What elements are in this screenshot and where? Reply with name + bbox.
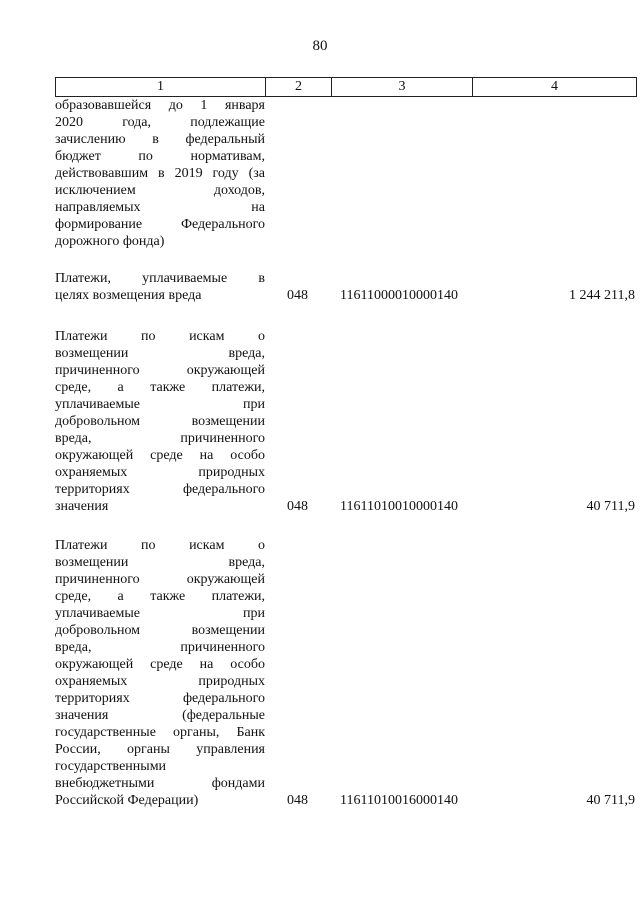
description-line: исключением доходов, bbox=[55, 183, 265, 198]
description-line: окружающей среде на особо bbox=[55, 448, 265, 463]
description-line: среде, а также платежи, bbox=[55, 380, 265, 395]
description-line: направляемых на bbox=[55, 200, 265, 215]
description-line: возмещении вреда, bbox=[55, 346, 265, 361]
budget-code: 11611000010000140 bbox=[340, 288, 458, 303]
description-line: Платежи по искам о bbox=[55, 329, 265, 344]
description-line: окружающей среде на особо bbox=[55, 657, 265, 672]
description-line: зачислению в федеральный bbox=[55, 132, 265, 147]
description-line: среде, а также платежи, bbox=[55, 589, 265, 604]
admin-code: 048 bbox=[287, 288, 308, 303]
description-line: внебюджетными фондами bbox=[55, 776, 265, 791]
page-number: 80 bbox=[312, 38, 328, 54]
description-line: Платежи по искам о bbox=[55, 538, 265, 553]
budget-code: 11611010010000140 bbox=[340, 499, 458, 514]
description-line: охраняемых природных bbox=[55, 674, 265, 689]
amount: 40 711,9 bbox=[586, 499, 635, 514]
description-line: добровольном возмещении bbox=[55, 414, 265, 429]
description-line: причиненного окружающей bbox=[55, 363, 265, 378]
row-description bbox=[55, 97, 265, 250]
column-header-4: 4 bbox=[473, 78, 637, 96]
description-line: территориях федерального bbox=[55, 691, 265, 706]
row-description bbox=[55, 328, 265, 515]
description-line: государственные органы, Банк bbox=[55, 725, 265, 740]
description-line: уплачиваемые при bbox=[55, 397, 265, 412]
description-line: образовавшейся до 1 января bbox=[55, 98, 265, 113]
admin-code: 048 bbox=[287, 499, 308, 514]
description-line: дорожного фонда) bbox=[55, 234, 165, 249]
description-line: значения (федеральные bbox=[55, 708, 265, 723]
row-description bbox=[55, 537, 265, 809]
description-line: причиненного окружающей bbox=[55, 572, 265, 587]
row-description bbox=[55, 270, 265, 304]
description-line: возмещении вреда, bbox=[55, 555, 265, 570]
description-line: добровольном возмещении bbox=[55, 623, 265, 638]
column-header-3: 3 bbox=[332, 78, 473, 96]
description-line: целях возмещения вреда bbox=[55, 288, 202, 303]
amount: 1 244 211,8 bbox=[569, 288, 635, 303]
description-line: 2020 года, подлежащие bbox=[55, 115, 265, 130]
table-header bbox=[55, 77, 637, 97]
description-line: Платежи, уплачиваемые в bbox=[55, 271, 265, 286]
admin-code: 048 bbox=[287, 793, 308, 808]
description-line: России, органы управления bbox=[55, 742, 265, 757]
column-header-2: 2 bbox=[266, 78, 332, 96]
description-line: формирование Федерального bbox=[55, 217, 265, 232]
description-line: вреда, причиненного bbox=[55, 640, 265, 655]
description-line: Российской Федерации) bbox=[55, 793, 199, 808]
description-line: территориях федерального bbox=[55, 482, 265, 497]
description-line: вреда, причиненного bbox=[55, 431, 265, 446]
amount: 40 711,9 bbox=[586, 793, 635, 808]
budget-code: 11611010016000140 bbox=[340, 793, 458, 808]
description-line: уплачиваемые при bbox=[55, 606, 265, 621]
column-header-1: 1 bbox=[56, 78, 266, 96]
description-line: действовавшим в 2019 году (за bbox=[55, 166, 265, 181]
description-line: охраняемых природных bbox=[55, 465, 265, 480]
description-line: значения bbox=[55, 499, 109, 514]
description-line: государственными bbox=[55, 759, 167, 774]
description-line: бюджет по нормативам, bbox=[55, 149, 265, 164]
